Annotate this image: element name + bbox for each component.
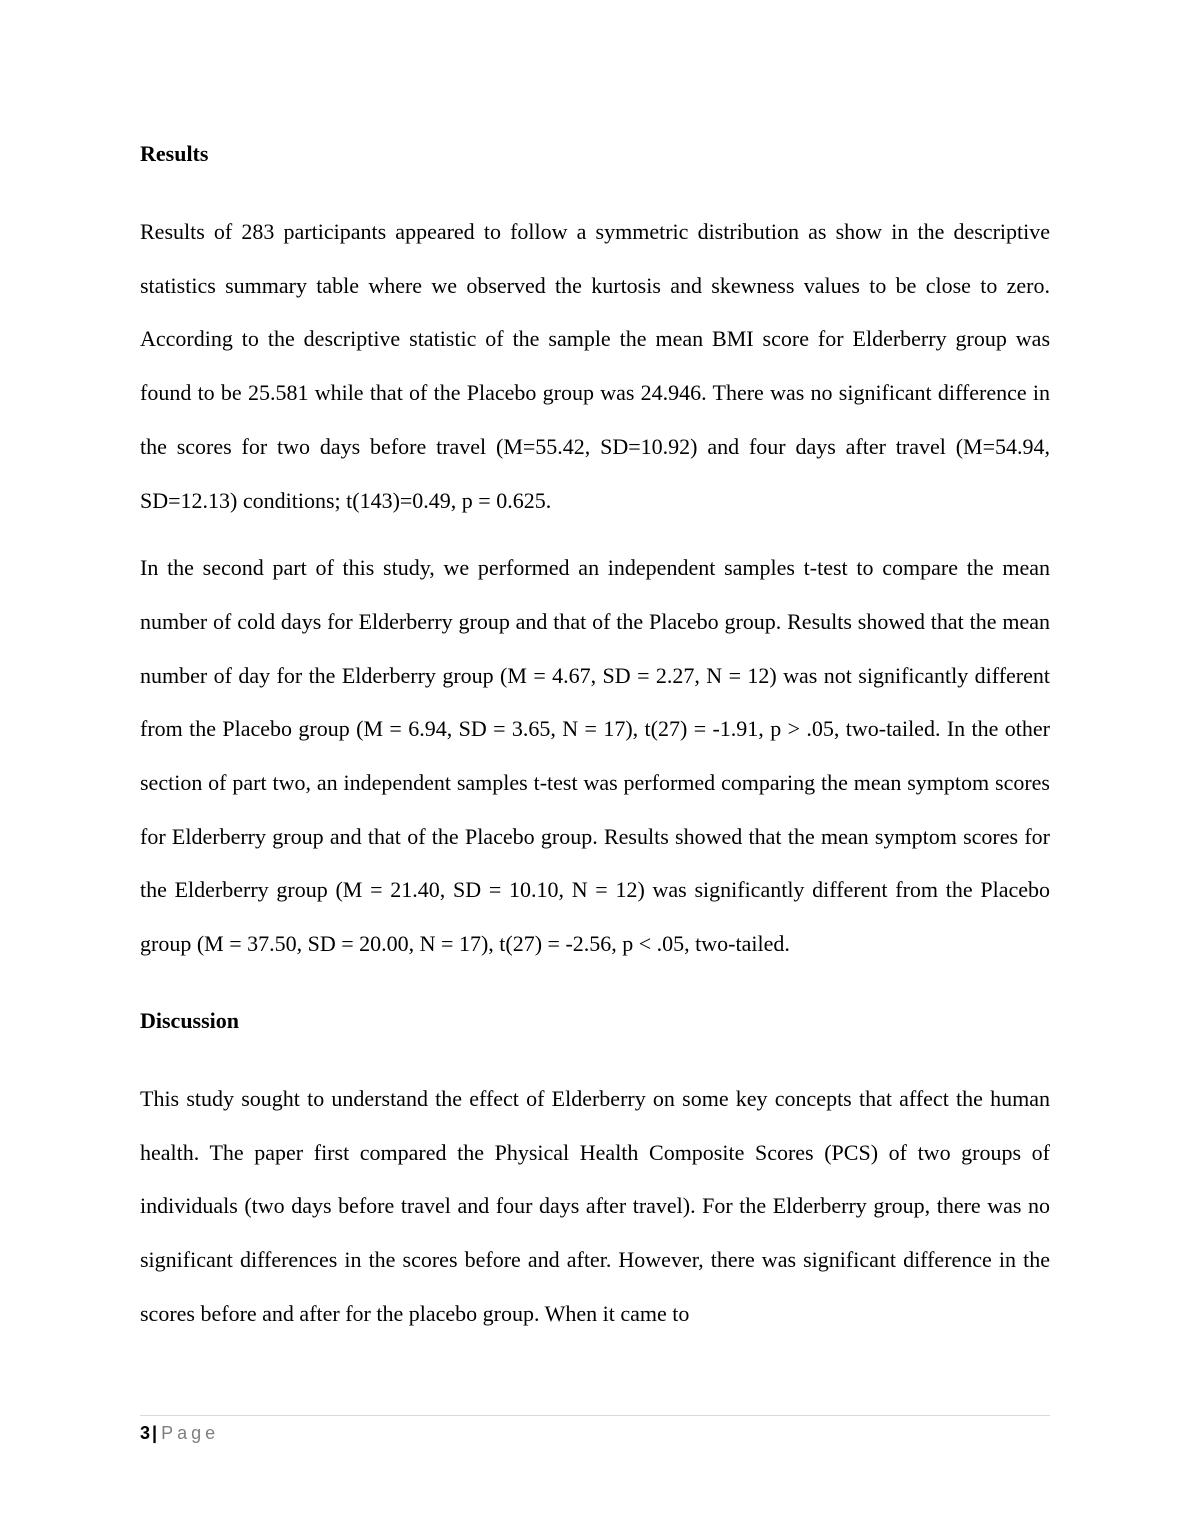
page-label: Page <box>161 1423 220 1443</box>
page-footer <box>140 1415 1050 1446</box>
page-number: 3 <box>140 1423 151 1443</box>
page-body <box>140 136 1050 1340</box>
results-heading: Results <box>140 141 209 166</box>
discussion-heading: Discussion <box>140 1007 240 1033</box>
results-paragraph-2: In the second part of this study, we performed an independent samples t-test to compare the mean number of cold days for Elderberry group and that of the Placebo group. Results showed that the mean number of day for the Elderberry group (M = 4.67, SD = 2.27, N = 12) was not significantly different from the Placebo group (M = 6.94, SD = 3.65, N = 17), t(27) = -1.91, p > .05, two-tailed. In the other section of part two, an independent samples t-test was performed comparing the mean symptom scores for Elderberry group and that of the Placebo group. Results showed that the mean symptom scores for the Elderberry group (M = 21.40, SD = 10.10, N = 12) was significantly different from the Placebo group (M = 37.50, SD = 20.00, N = 17), t(27) = -2.56, p < .05, two-tailed. <box>140 555 1050 957</box>
footer-separator: | <box>152 1423 158 1443</box>
results-paragraph-1: Results of 283 participants appeared to follow a symmetric distribution as show in the descriptive statistics summary table where we observed the kurtosis and skewness values to be close to zero. According to the descriptive statistic of the sample the mean BMI score for Elderberry group was found to be 25.581 while that of the Placebo group was 24.946. There was no significant difference in the scores for two days before travel (M=55.42, SD=10.92) and four days after travel (M=54.94, SD=12.13) conditions; t(143)=0.49, p = 0.625. <box>140 219 1050 513</box>
discussion-paragraph-1: This study sought to understand the effect of Elderberry on some key concepts that affect the human health. The paper first compared the Physical Health Composite Scores (PCS) of two groups of individuals (two days before travel and four days after travel). For the Elderberry group, there was no significant differences in the scores before and after. However, there was significant difference in the scores before and after for the placebo group. When it came to <box>140 1085 1050 1326</box>
